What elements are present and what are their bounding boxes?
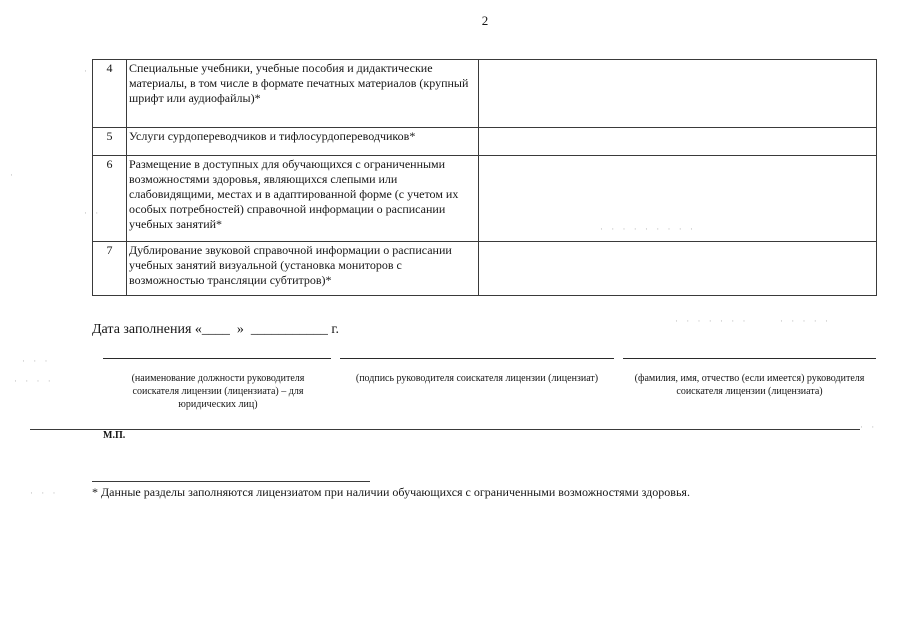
scan-speck: · — [84, 66, 90, 76]
row-description: Дублирование звуковой справочной информации о расписании учебных занятий визуальной (установка мониторов с возможностью трансляции субтитров)* — [127, 242, 479, 296]
position-caption: (наименование должности руководителя соискателя лицензии (лицензиата) – для юридических лиц) — [131, 373, 305, 410]
scan-speck: · · · · · — [780, 316, 831, 326]
scan-speck: · · — [860, 422, 878, 432]
scan-speck: · — [10, 170, 16, 180]
table-row — [93, 242, 877, 296]
table-row — [93, 156, 877, 242]
scan-speck: · · · · · · · — [675, 316, 749, 326]
name-caption: (фамилия, имя, отчество (если имеется) руководителя соискателя лицензии (лицензиата) — [634, 373, 865, 397]
row-description: Размещение в доступных для обучающихся с ограниченными возможностями здоровья, являющихся слепыми или слабовидящими, местах и в адаптированной форме (с учетом их особых потребностей) справочной информации о расписании учебных занятий* — [127, 156, 479, 242]
row-description: Специальные учебники, учебные пособия и дидактические материалы, в том числе в формате печатных материалов (крупный шрифт или аудиофайлы)* — [127, 60, 479, 128]
row-number: 4 — [93, 60, 127, 128]
scan-speck: · · · — [30, 488, 59, 498]
footnote-divider — [92, 481, 370, 482]
scan-speck: · · — [84, 208, 102, 218]
table-row — [93, 60, 877, 128]
row-value-cell — [479, 242, 877, 296]
signature-line — [340, 358, 614, 359]
signature-caption: (подпись руководителя соискателя лицензии (лицензиат) — [355, 373, 599, 384]
row-number: 6 — [93, 156, 127, 242]
page-number: 2 — [481, 13, 489, 28]
table-row — [93, 128, 877, 156]
row-value-cell — [479, 60, 877, 128]
name-signature-line — [623, 358, 876, 359]
row-description: Услуги сурдопереводчиков и тифлосурдопереводчиков* — [127, 128, 479, 156]
scan-speck: · · · · — [14, 376, 54, 386]
footnote: * Данные разделы заполняются лицензиатом при наличии обучающихся с ограниченными возможностями здоровья. — [92, 485, 690, 499]
row-number: 5 — [93, 128, 127, 156]
scan-speck: · · · · · · · · · — [600, 224, 696, 234]
position-signature-line — [103, 358, 331, 359]
fill-date-line: Дата заполнения «____ » ___________ г. — [92, 322, 340, 337]
row-number: 7 — [93, 242, 127, 296]
accessibility-table — [92, 59, 877, 296]
stamp-place-label: М.П. — [103, 430, 126, 441]
divider-line — [30, 429, 860, 430]
scan-speck: · · · — [22, 356, 51, 366]
row-value-cell — [479, 128, 877, 156]
